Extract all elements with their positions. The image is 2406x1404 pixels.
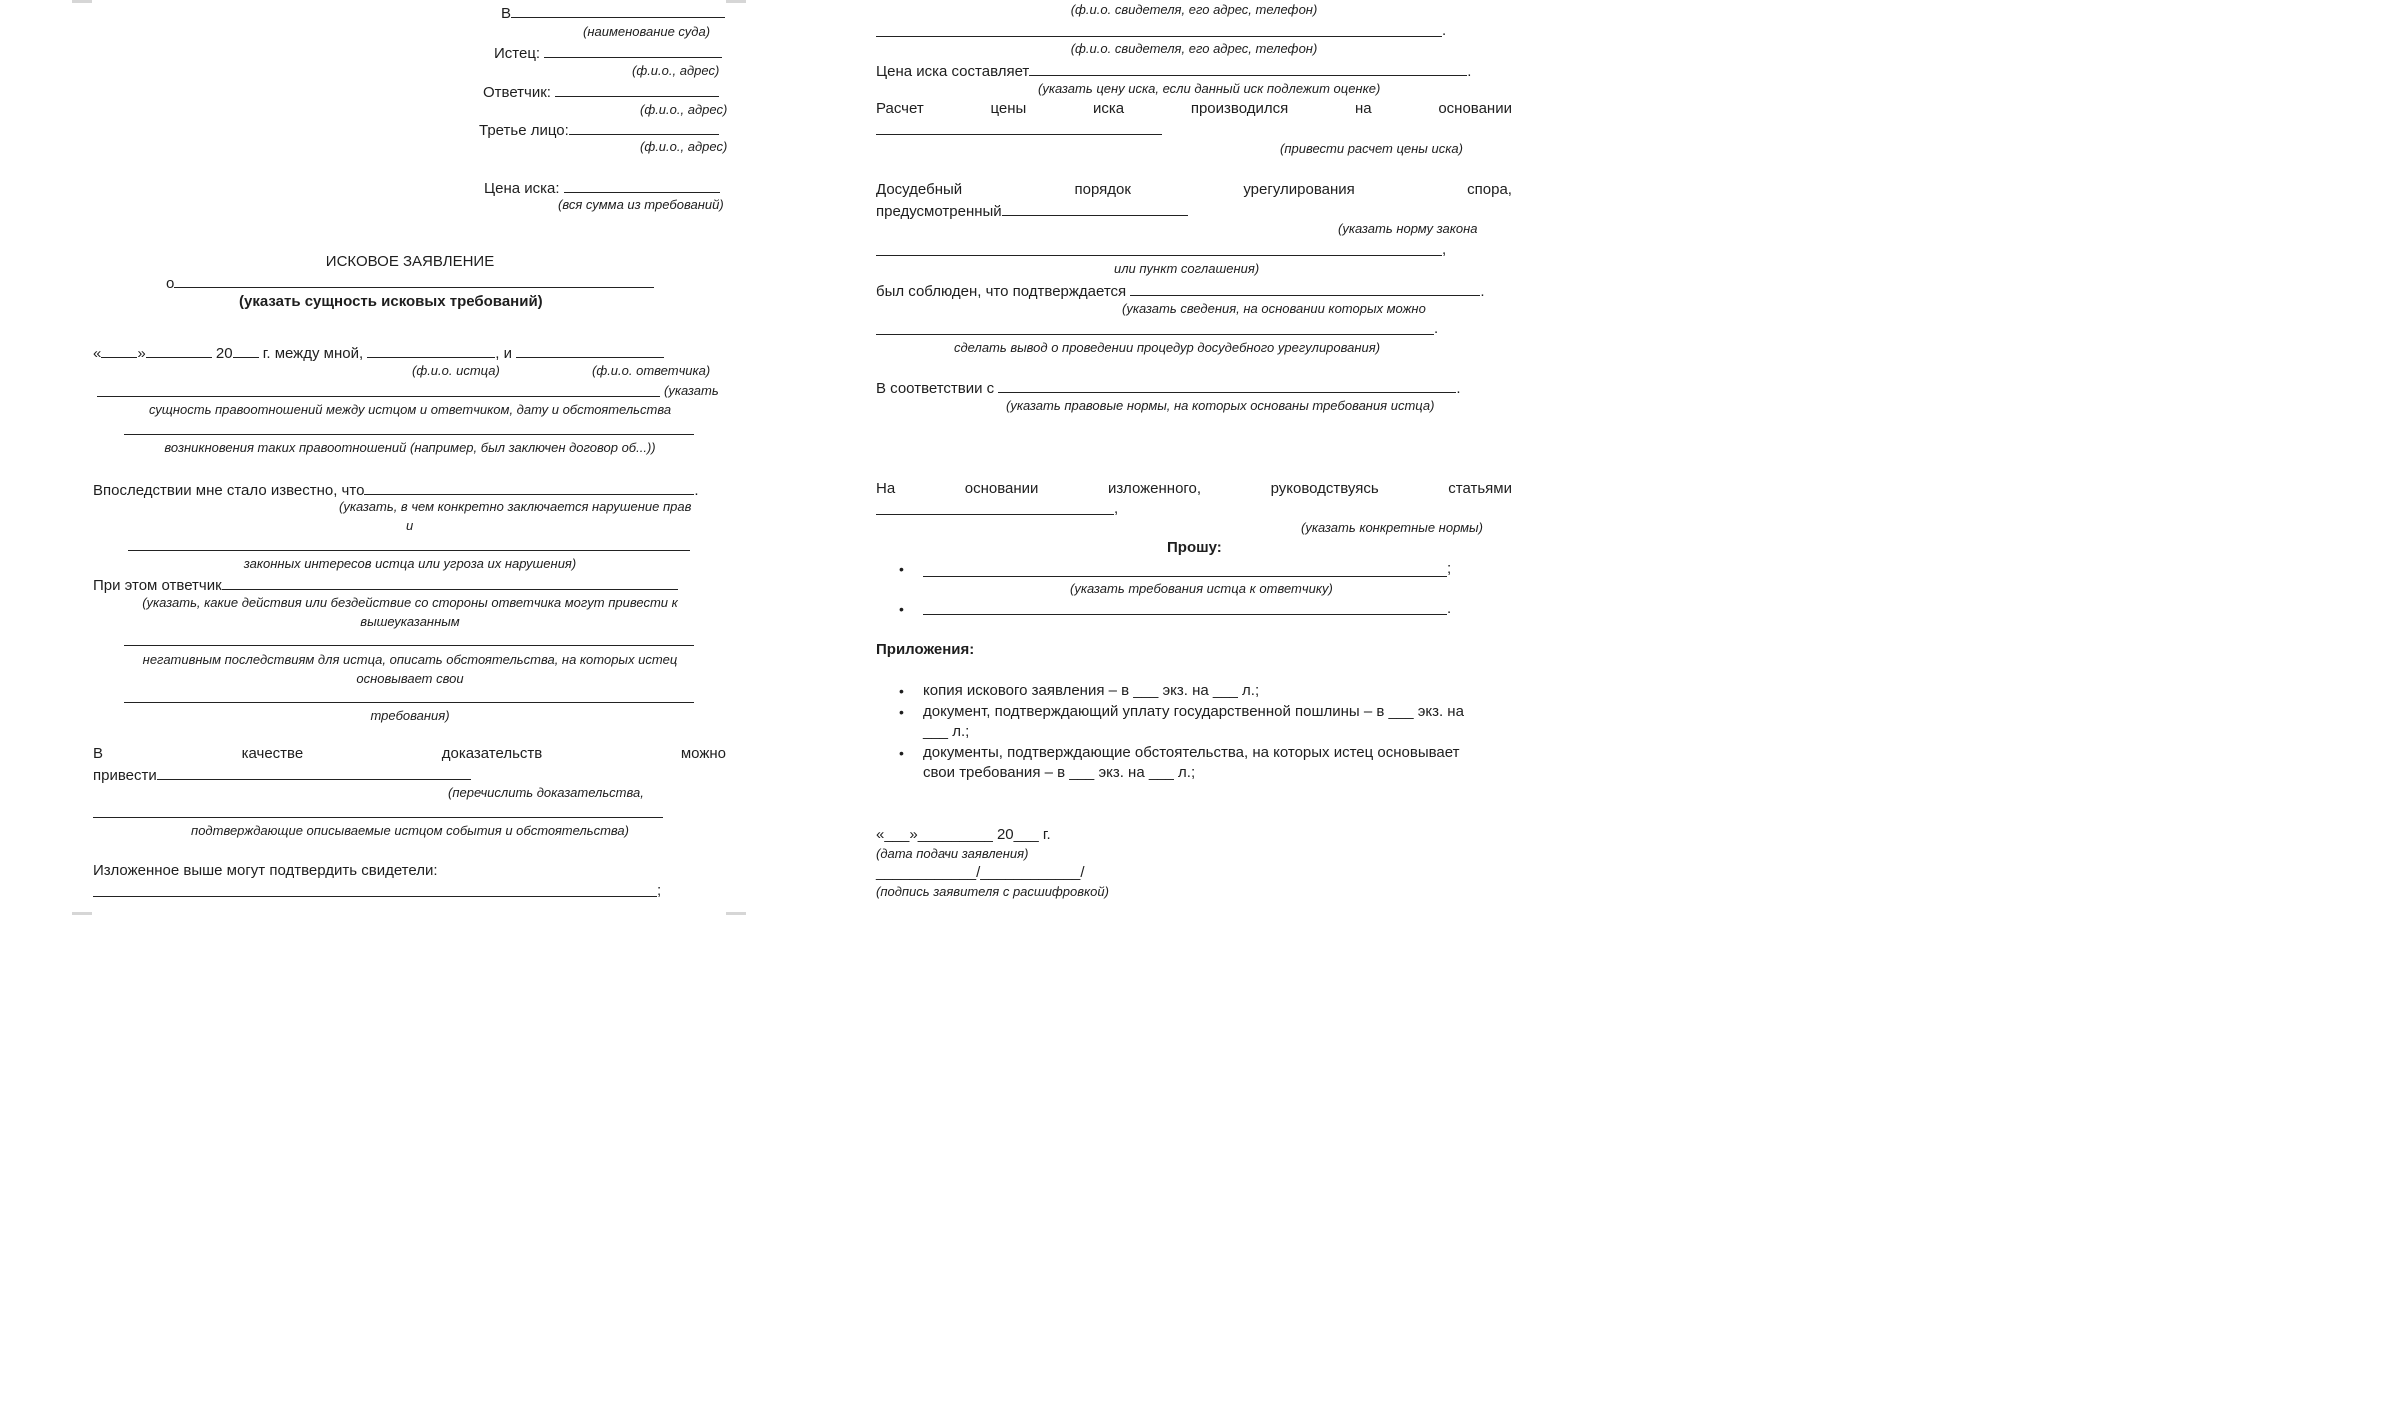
compliance-end: . [1480, 283, 1485, 300]
pretrial-hint-2: или пункт соглашения) [1114, 261, 1260, 276]
calc-word: основании [1438, 100, 1512, 117]
basis-word: На [876, 480, 896, 497]
evidence-label: привести [93, 767, 157, 784]
compliance-hint-2: сделать вывод о проведении процедур досудебного урегулирования) [954, 340, 1381, 355]
evidence-hint-1: (перечислить доказательства, [448, 785, 644, 800]
calc-word: на [1354, 100, 1372, 117]
evidence-word: доказательств [441, 745, 543, 762]
third-party-hint: (ф.и.о., адрес) [640, 139, 728, 154]
plaintiff-line [544, 43, 722, 58]
calc-hint: (привести расчет цены иска) [1280, 141, 1463, 156]
relations-line-2[interactable] [124, 434, 694, 435]
defendant-name-line [516, 343, 664, 358]
defendant-hint: (ф.и.о., адрес) [640, 102, 728, 117]
plaintiff-label: Истец: [494, 45, 541, 62]
claim-cost-end: . [1467, 63, 1472, 80]
evidence-hint-2: подтверждающие описываемые истцом события и обстоятельства) [191, 823, 629, 838]
violation-line-2[interactable] [128, 550, 690, 551]
submission-date[interactable]: «___»_________ 20___ г. [876, 826, 1051, 843]
articles-end: , [1114, 500, 1119, 517]
attachment-item-2-cont: ___ л.; [923, 723, 970, 740]
basis-line [876, 480, 1512, 498]
date-text: г. между мной, [262, 345, 364, 362]
defendant-field[interactable] [483, 82, 719, 102]
claim-price-hint: (вся сумма из требований) [558, 197, 724, 212]
violation-label: Впоследствии мне стало известно, что [93, 482, 365, 499]
claim-price-line [564, 178, 720, 193]
request-bullet-1: • [899, 561, 904, 577]
compliance-line-2[interactable] [876, 334, 1434, 335]
compliance-label: был соблюден, что подтверждается [876, 283, 1127, 300]
compliance-line [1130, 281, 1480, 296]
calc-word: производился [1190, 100, 1289, 117]
witness-hint-2: (ф.и.о. свидетеля, его адрес, телефон) [1070, 41, 1318, 56]
evidence-line [157, 765, 471, 780]
signature-line[interactable]: ____________/____________/ [876, 864, 1085, 881]
compliance-field[interactable] [876, 281, 1485, 301]
basis-word: руководствуясь [1270, 480, 1379, 497]
court-label: В [501, 5, 512, 22]
page-corner-mark [726, 0, 746, 3]
claim-price-label: Цена иска: [484, 180, 560, 197]
defendant-name-hint: (ф.и.о. ответчика) [592, 363, 711, 378]
pretrial-word: порядок [1074, 181, 1131, 198]
violation-line [364, 480, 694, 495]
evidence-word: качестве [241, 745, 304, 762]
request-line-1-end: ; [1447, 560, 1452, 577]
court-hint: (наименование суда) [583, 24, 711, 39]
claim-cost-label: Цена иска составляет [876, 63, 1030, 80]
relations-line-1[interactable] [97, 396, 660, 397]
defendant-action-hint-3: негативным последствиям для истца, описать обстоятельства, на которых истец [142, 652, 678, 667]
defendant-action-line [222, 575, 678, 590]
attachment-item-3-cont: свои требования – в ___ экз. на ___ л.; [923, 764, 1196, 781]
relations-hint-tail: (указать [664, 383, 719, 398]
pretrial-word: спора, [1467, 181, 1512, 198]
year-prefix: 20 [215, 345, 233, 362]
pretrial-field[interactable] [876, 201, 1188, 221]
third-party-label: Третье лицо: [479, 122, 569, 139]
pretrial-line-1 [1002, 201, 1188, 216]
request-line-2[interactable] [923, 614, 1447, 615]
legal-norms-label: В соответствии с [876, 380, 995, 397]
court-field[interactable] [501, 3, 725, 23]
calc-field-line[interactable] [876, 134, 1162, 135]
plaintiff-hint: (ф.и.о., адрес) [632, 63, 720, 78]
request-hint: (указать требования истца к ответчику) [1070, 581, 1333, 596]
agreement-date-line[interactable] [93, 343, 664, 363]
defendant-action-hint-2: вышеуказанным [360, 614, 460, 629]
witness-line-2-end: . [1442, 22, 1447, 39]
court-line [511, 3, 725, 18]
defendant-action-line-2[interactable] [124, 645, 694, 646]
evidence-field[interactable] [93, 765, 471, 785]
attachment-bullet: • [899, 745, 904, 761]
witness-label: Изложенное выше могут подтвердить свидетели: [93, 862, 438, 879]
defendant-action-field[interactable] [93, 575, 678, 595]
witness-line-2[interactable] [876, 36, 1442, 37]
request-line-1[interactable] [923, 576, 1447, 577]
compliance-dot: . [1434, 320, 1439, 337]
pretrial-line-2[interactable] [876, 255, 1442, 256]
subject-field[interactable] [166, 273, 654, 293]
violation-hint-3: законных интересов истца или угроза их нарушения) [243, 556, 577, 571]
subject-hint: (указать сущность исковых требований) [239, 293, 543, 310]
legal-norms-end: . [1456, 380, 1461, 397]
evidence-line-1 [93, 745, 726, 763]
defendant-line [555, 82, 719, 97]
pretrial-line [876, 181, 1512, 199]
attachment-item-3: документы, подтверждающие обстоятельства, на которых истец основывает [923, 744, 1460, 761]
calc-word: Расчет [876, 100, 924, 117]
request-line-2-end: . [1447, 600, 1452, 617]
calc-word: иска [1093, 100, 1125, 117]
pretrial-word: урегулирования [1243, 181, 1355, 198]
defendant-action-hint-1: (указать, какие действия или бездействие со стороны ответчика могут привести к [142, 595, 678, 610]
pretrial-label: предусмотренный [876, 203, 1002, 220]
basis-word: основании [964, 480, 1039, 497]
violation-field[interactable] [93, 480, 699, 500]
relations-hint-2: возникновения таких правоотношений (например, был заключен договор об...)) [164, 440, 656, 455]
third-party-field[interactable] [479, 120, 719, 140]
pretrial-word: Досудебный [876, 181, 963, 198]
page-corner-mark [72, 0, 92, 3]
attachment-item-2: документ, подтверждающий уплату государственной пошлины – в ___ экз. на [923, 703, 1464, 720]
violation-end: . [694, 482, 699, 499]
violation-hint-1: (указать, в чем конкретно заключается нарушение прав [339, 499, 692, 514]
calc-line [876, 100, 1512, 118]
defendant-label: Ответчик: [483, 84, 551, 101]
violation-hint-2: и [406, 518, 414, 533]
claim-cost-field[interactable] [876, 61, 1471, 81]
legal-norms-field[interactable] [876, 378, 1461, 398]
basis-word: изложенного, [1107, 480, 1202, 497]
articles-line[interactable] [876, 514, 1114, 515]
evidence-line-2[interactable] [93, 817, 663, 818]
claim-cost-hint: (указать цену иска, если данный иск подлежит оценке) [1038, 81, 1381, 96]
basis-word: статьями [1448, 480, 1512, 497]
month-line [146, 343, 212, 358]
year-line [233, 343, 259, 358]
defendant-action-label: При этом ответчик [93, 577, 222, 594]
plaintiff-name-line [367, 343, 495, 358]
pretrial-hint-1: (указать норму закона [1338, 221, 1478, 236]
attachment-bullet: • [899, 704, 904, 720]
relations-hint-1: сущность правоотношений между истцом и ответчиком, дату и обстоятельства [148, 402, 672, 417]
subject-line [174, 273, 654, 288]
legal-norms-line [998, 378, 1456, 393]
signature-hint: (подпись заявителя с расшифровкой) [876, 884, 1109, 899]
request-bullet-2: • [899, 601, 904, 617]
witness-end: ; [657, 882, 662, 899]
witness-hint-1: (ф.и.о. свидетеля, его адрес, телефон) [1070, 2, 1318, 17]
and-text: , и [495, 345, 513, 362]
attachments-heading: Приложения: [876, 641, 975, 658]
plaintiff-field[interactable] [494, 43, 722, 63]
attachment-bullet: • [899, 683, 904, 699]
day-line [101, 343, 137, 358]
quote-close: » [137, 345, 146, 362]
page-corner-mark [726, 912, 746, 915]
submission-date-hint: (дата подачи заявления) [876, 846, 1029, 861]
calc-word: цены [990, 100, 1027, 117]
evidence-word: В [93, 745, 104, 762]
witness-line[interactable] [93, 896, 657, 897]
plaintiff-name-hint: (ф.и.о. истца) [412, 363, 500, 378]
subject-prefix: о [166, 275, 175, 292]
claim-price-field[interactable] [484, 178, 720, 198]
attachment-item-1: копия искового заявления – в ___ экз. на ___ л.; [923, 682, 1260, 699]
defendant-action-hint-4: основывает свои [356, 671, 464, 686]
document-title: ИСКОВОЕ ЗАЯВЛЕНИЕ [325, 253, 495, 270]
quote-open: « [93, 345, 102, 362]
request-heading: Прошу: [1167, 539, 1222, 556]
claim-cost-line [1029, 61, 1467, 76]
page-corner-mark [72, 912, 92, 915]
third-party-line [569, 120, 719, 135]
defendant-action-line-3[interactable] [124, 702, 694, 703]
legal-norms-hint: (указать правовые нормы, на которых основаны требования истца) [1006, 398, 1435, 413]
defendant-action-hint-5: требования) [370, 708, 450, 723]
pretrial-comma: , [1442, 241, 1447, 258]
evidence-word: можно [680, 745, 726, 762]
compliance-hint-1: (указать сведения, на основании которых можно [1122, 301, 1426, 316]
articles-hint: (указать конкретные нормы) [1301, 520, 1483, 535]
